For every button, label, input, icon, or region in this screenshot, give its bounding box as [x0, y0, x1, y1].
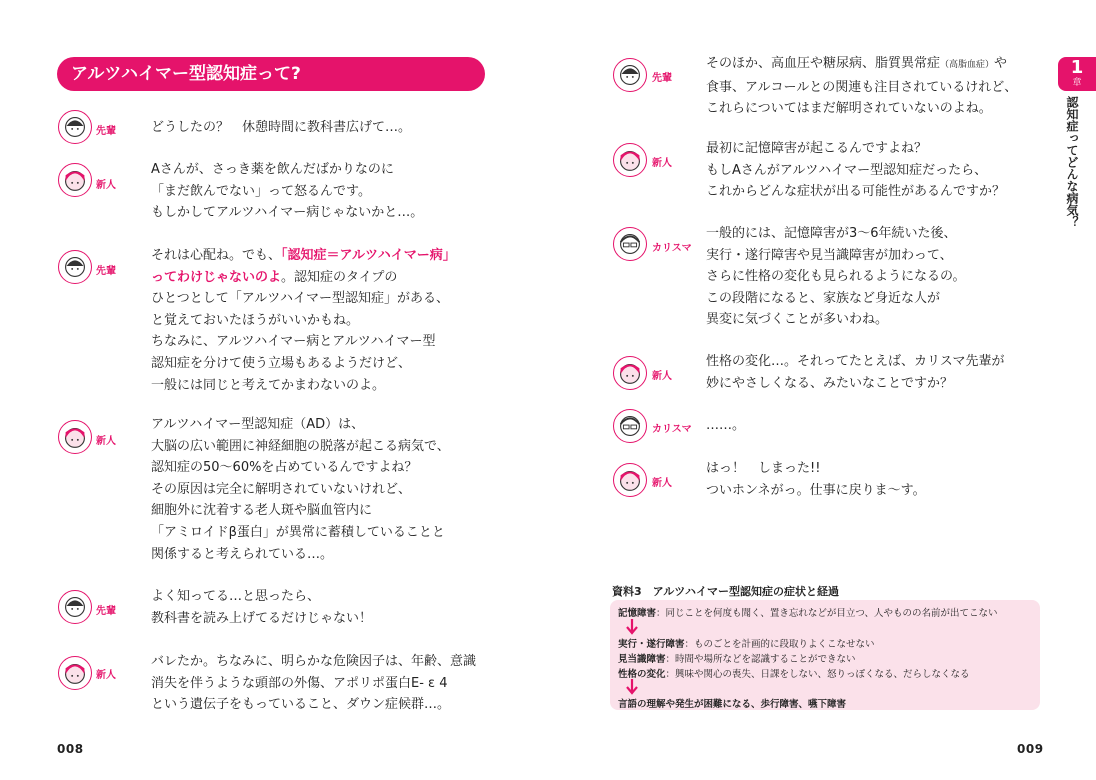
- dialogue-text: 最初に記憶障害が起こるんですよね？ もしAさんがアルツハイマー型認知症だったら、 これからどんな症状が出る可能性があるんですか？: [706, 141, 1006, 200]
- role-label: 新人: [96, 670, 116, 681]
- role-label: カリスマ: [652, 243, 692, 254]
- arrow-down-icon: [625, 619, 639, 635]
- chapter-number: 1: [1070, 57, 1084, 78]
- role-label: 新人: [652, 158, 672, 169]
- role-label: 先輩: [96, 606, 116, 617]
- chapter-tab: [1058, 57, 1096, 91]
- senpai-avatar: [58, 110, 92, 144]
- role-label: 新人: [652, 371, 672, 382]
- shinjin-avatar: [613, 143, 647, 177]
- shinjin-avatar: [613, 463, 647, 497]
- charisma-avatar: [613, 227, 647, 261]
- shinjin-avatar: [613, 356, 647, 390]
- shinjin-avatar: [58, 420, 92, 454]
- dialogue-text: どうしたの？ 休憩時間に教科書広げて…。: [151, 120, 412, 135]
- dialogue-text: Aさんが、さっき薬を飲んだばかりなのに 「まだ飲んでない」って怒るんです。 もしかしてアルツハイマー病じゃないかと…。: [151, 162, 424, 221]
- figure-row: 言語の理解や発生が困難になる、歩行障害、嚥下障害: [618, 699, 847, 710]
- figure-row: 性格の変化：興味や関心の喪失、日課をしない、怒りっぽくなる、だらしなくなる: [618, 669, 970, 680]
- senpai-avatar: [613, 58, 647, 92]
- dialogue-text: よく知ってる…と思ったら、 教科書を読み上げてるだけじゃない！: [151, 589, 373, 626]
- role-label: 先輩: [96, 126, 116, 137]
- role-label: 新人: [652, 478, 672, 489]
- page-number-right: 009: [1017, 742, 1044, 756]
- shinjin-avatar: [58, 163, 92, 197]
- figure-row: 見当識障害：時間や場所などを認識することができない: [618, 654, 856, 665]
- arrow-down-icon: [625, 679, 639, 695]
- role-label: カリスマ: [652, 424, 692, 435]
- dialogue-text: アルツハイマー型認知症（AD）は、 大脳の広い範囲に神経細胞の脱落が起こる病気で、 認知症の50～60%を占めているんですよね？ その原因は完全に解明されていないけれど、 細胞外に沈着する老人斑や脳血管内に 「アミロイドβ蛋白」が異常に蓄積していることと 関係すると考えられている…。: [151, 417, 450, 562]
- role-label: 先輩: [652, 73, 672, 84]
- chapter-label: 章: [1072, 78, 1082, 88]
- dialogue-text: 性格の変化…。それってたとえば、カリスマ先輩が 妙にやさしくなる、みたいなことですか？: [706, 354, 1005, 391]
- role-label: 新人: [96, 180, 116, 191]
- dialogue-text: はっ！ しまった!! ついホンネがっ。仕事に戻りま～す。: [706, 461, 926, 498]
- figure-row: 記憶障害：同じことを何度も聞く、置き忘れなどが目立つ、人やものの名前が出てこない: [618, 608, 998, 619]
- chapter-title: 認知症ってどんな病気？: [1065, 96, 1079, 228]
- dialogue-text: そのほか、高血圧や糖尿病、脂質異常症（高脂血症）や 食事、アルコールとの関連も注目されているけれど、 これらについてはまだ解明されていないのよね。: [706, 56, 1018, 117]
- dialogue-text: ……。: [706, 418, 746, 433]
- shinjin-avatar: [58, 656, 92, 690]
- senpai-avatar: [58, 590, 92, 624]
- role-label: 新人: [96, 436, 116, 447]
- senpai-avatar: [58, 250, 92, 284]
- dialogue-text: 一般的には、記憶障害が3～6年続いた後、 実行・遂行障害や見当識障害が加わって、 さらに性格の変化も見られるようになるの。 この段階になると、家族など身近な人が 異変に気づくことが多いわね。: [706, 226, 966, 328]
- charisma-avatar: [613, 409, 647, 443]
- role-label: 先輩: [96, 266, 116, 277]
- section-title: アルツハイマー型認知症って?: [57, 57, 485, 91]
- figure-row: 実行・遂行障害：ものごとを計画的に段取りよくこなせない: [618, 639, 875, 650]
- dialogue-text: バレたか。ちなみに、明らかな危険因子は、年齢、意識 消失を伴うような頭部の外傷、アポリポ蛋白E- ε 4 という遺伝子をもっていること、ダウン症候群…。: [151, 654, 477, 713]
- figure-caption: 資料3 アルツハイマー型認知症の症状と経過: [612, 585, 839, 598]
- page-number-left: 008: [57, 742, 84, 756]
- dialogue-text: それは心配ね。でも、「認知症＝アルツハイマー病」 ってわけじゃないのよ。認知症のタイプの ひとつとして「アルツハイマー型認知症」がある、 と覚えておいたほうがいいかもね。 ちなみに、アルツハイマー病とアルツハイマー型 認知症を分けて使う立場もあるようだけど、 一般には同じと考えてかまわないのよ。: [151, 248, 456, 393]
